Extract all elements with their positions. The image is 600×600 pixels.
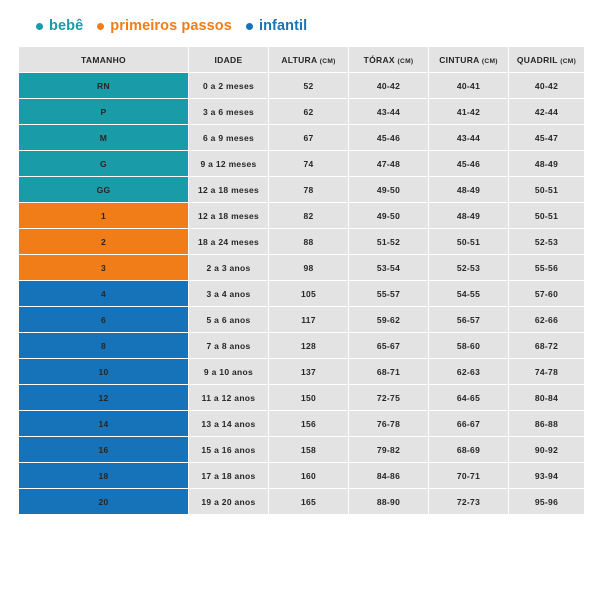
cell-idade: 19 a 20 anos [189,489,268,514]
cell-idade: 2 a 3 anos [189,255,268,280]
cell-quadril: 90-92 [509,437,584,462]
size-cell-infantil: 8 [19,333,188,358]
cell-altura: 165 [269,489,348,514]
size-cell-infantil: 4 [19,281,188,306]
table-row [19,99,584,124]
table-row [19,437,584,462]
size-cell-infantil: 10 [19,359,188,384]
legend-item-label: bebê [49,18,84,34]
cell-idade: 12 a 18 meses [189,203,268,228]
cell-quadril: 40-42 [509,73,584,98]
table-row [19,203,584,228]
size-cell-infantil: 14 [19,411,188,436]
column-header-label: QUADRIL [516,54,558,65]
cell-cintura: 45-46 [429,151,508,176]
column-header-unit: (CM) [560,57,577,65]
cell-torax: 72-75 [349,385,428,410]
cell-idade: 3 a 6 meses [189,99,268,124]
cell-torax: 53-54 [349,255,428,280]
cell-quadril: 48-49 [509,151,584,176]
column-header-5 [509,47,584,72]
cell-quadril: 62-66 [509,307,584,332]
table-row [19,359,584,384]
column-header-4 [429,47,508,72]
column-header-unit: (CM) [481,57,498,65]
cell-quadril: 80-84 [509,385,584,410]
cell-idade: 11 a 12 anos [189,385,268,410]
cell-torax: 88-90 [349,489,428,514]
cell-quadril: 57-60 [509,281,584,306]
column-header-2 [269,47,348,72]
cell-altura: 74 [269,151,348,176]
column-header-label: ALTURA [281,54,318,65]
cell-altura: 160 [269,463,348,488]
cell-cintura: 48-49 [429,203,508,228]
column-header-label: TAMANHO [81,54,126,65]
cell-cintura: 48-49 [429,177,508,202]
cell-altura: 98 [269,255,348,280]
cell-cintura: 52-53 [429,255,508,280]
size-cell-bebe: P [19,99,188,124]
cell-torax: 49-50 [349,203,428,228]
size-cell-bebe: GG [19,177,188,202]
cell-altura: 137 [269,359,348,384]
bullet-dot-icon [246,23,253,30]
cell-torax: 55-57 [349,281,428,306]
legend-item-0 [36,18,83,34]
column-header-0 [19,47,188,72]
table-row [19,333,584,358]
legend-item-label: infantil [258,18,308,34]
cell-idade: 0 a 2 meses [189,73,268,98]
cell-quadril: 42-44 [509,99,584,124]
cell-torax: 65-67 [349,333,428,358]
cell-idade: 5 a 6 anos [189,307,268,332]
table-row [19,307,584,332]
table-row [19,489,584,514]
cell-idade: 18 a 24 meses [189,229,268,254]
size-cell-bebe: M [19,125,188,150]
size-cell-bebe: G [19,151,188,176]
cell-idade: 17 a 18 anos [189,463,268,488]
cell-torax: 43-44 [349,99,428,124]
cell-cintura: 66-67 [429,411,508,436]
cell-torax: 76-78 [349,411,428,436]
table-row [19,411,584,436]
cell-quadril: 52-53 [509,229,584,254]
table-row [19,281,584,306]
legend-item-2 [246,18,307,34]
cell-idade: 7 a 8 anos [189,333,268,358]
table-row [19,229,584,254]
cell-altura: 158 [269,437,348,462]
column-header-label: IDADE [214,54,243,65]
column-header-unit: (CM) [397,57,414,65]
cell-quadril: 45-47 [509,125,584,150]
size-table [18,46,585,515]
cell-altura: 150 [269,385,348,410]
cell-altura: 88 [269,229,348,254]
table-row [19,463,584,488]
cell-altura: 117 [269,307,348,332]
column-header-unit: (CM) [319,57,336,65]
size-cell-bebe: RN [19,73,188,98]
size-cell-infantil: 20 [19,489,188,514]
cell-cintura: 70-71 [429,463,508,488]
cell-cintura: 56-57 [429,307,508,332]
size-cell-infantil: 6 [19,307,188,332]
cell-quadril: 55-56 [509,255,584,280]
table-row [19,125,584,150]
size-cell-infantil: 12 [19,385,188,410]
bullet-dot-icon [36,23,43,30]
table-row [19,177,584,202]
cell-cintura: 43-44 [429,125,508,150]
cell-cintura: 40-41 [429,73,508,98]
cell-cintura: 64-65 [429,385,508,410]
cell-torax: 40-42 [349,73,428,98]
size-cell-passos: 3 [19,255,188,280]
cell-torax: 84-86 [349,463,428,488]
cell-altura: 128 [269,333,348,358]
column-header-label: CINTURA [439,54,480,65]
size-cell-passos: 1 [19,203,188,228]
table-row [19,255,584,280]
column-header-1 [189,47,268,72]
cell-cintura: 58-60 [429,333,508,358]
legend [0,0,600,46]
cell-torax: 79-82 [349,437,428,462]
column-header-label: TÓRAX [363,54,395,65]
cell-cintura: 41-42 [429,99,508,124]
cell-quadril: 95-96 [509,489,584,514]
cell-altura: 52 [269,73,348,98]
table-row [19,73,584,98]
cell-idade: 9 a 12 meses [189,151,268,176]
column-header-3 [349,47,428,72]
cell-cintura: 62-63 [429,359,508,384]
cell-cintura: 68-69 [429,437,508,462]
cell-quadril: 86-88 [509,411,584,436]
cell-altura: 156 [269,411,348,436]
cell-torax: 45-46 [349,125,428,150]
cell-altura: 82 [269,203,348,228]
cell-idade: 9 a 10 anos [189,359,268,384]
cell-altura: 105 [269,281,348,306]
cell-quadril: 50-51 [509,203,584,228]
cell-torax: 51-52 [349,229,428,254]
cell-quadril: 50-51 [509,177,584,202]
cell-idade: 3 a 4 anos [189,281,268,306]
table-body [19,73,584,514]
legend-item-1 [97,18,232,34]
cell-altura: 67 [269,125,348,150]
size-cell-passos: 2 [19,229,188,254]
cell-altura: 78 [269,177,348,202]
cell-torax: 59-62 [349,307,428,332]
table-header [19,47,584,72]
cell-idade: 13 a 14 anos [189,411,268,436]
size-cell-infantil: 18 [19,463,188,488]
cell-quadril: 74-78 [509,359,584,384]
cell-cintura: 50-51 [429,229,508,254]
cell-quadril: 68-72 [509,333,584,358]
cell-quadril: 93-94 [509,463,584,488]
legend-item-label: primeiros passos [110,18,232,34]
bullet-dot-icon [97,23,104,30]
cell-idade: 6 a 9 meses [189,125,268,150]
size-cell-infantil: 16 [19,437,188,462]
cell-altura: 62 [269,99,348,124]
cell-cintura: 54-55 [429,281,508,306]
table-row [19,385,584,410]
cell-torax: 47-48 [349,151,428,176]
cell-torax: 68-71 [349,359,428,384]
table-row [19,151,584,176]
cell-idade: 15 a 16 anos [189,437,268,462]
table-header-row [19,47,584,72]
cell-torax: 49-50 [349,177,428,202]
cell-idade: 12 a 18 meses [189,177,268,202]
cell-cintura: 72-73 [429,489,508,514]
